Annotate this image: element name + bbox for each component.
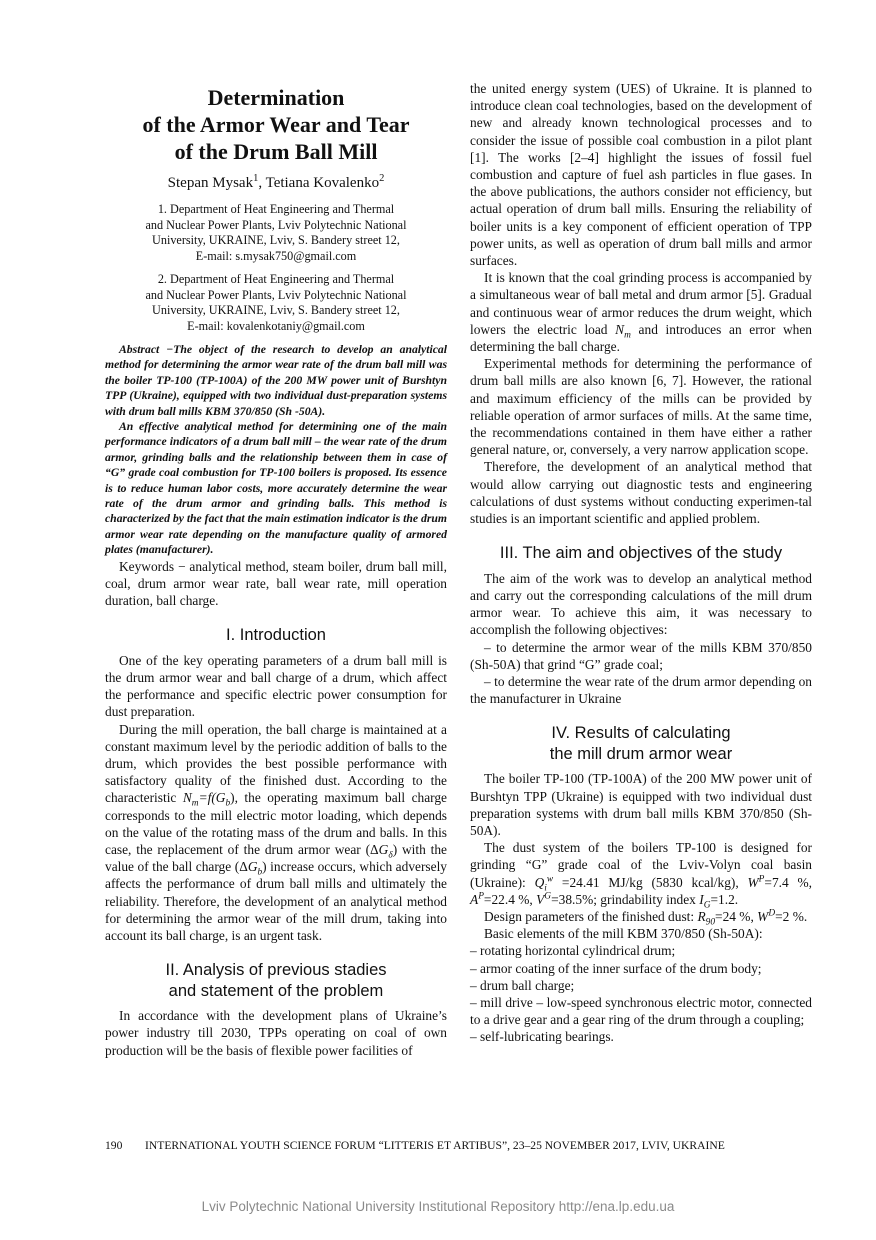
- body-paragraph: Basic elements of the mill KBM 370/850 (Sh-50A):: [484, 926, 763, 942]
- body-paragraph: Experimental methods for determining the performance of drum ball mills are also known [6, 7]. However, the rational and maximum efficiency of the mills can be provided by reliable operation of armor surfaces of mills. At the same time, the recommendations contained in them have either a rather general nature, or, conversely, a very narrow application scope.: [470, 356, 812, 458]
- abstract-paragraph: An effective analytical method for determining one of the main performance indicators of a drum ball mill – the wear rate of the drum armor, grinding balls and the relationship between them in case of “G” grade coal combustion for TP-100 boilers is proposed. Its essence is to reduce human labor costs, more accurately determine the wear rate of the drum armor and grinding balls. This method is characterized by the fact that the main estimation indicator is the drum armor wear rate depending on the manufacture quality of armored plates (manufacturer).: [105, 420, 447, 557]
- page-footer: [105, 1139, 785, 1153]
- list-item: – rotating horizontal cylindrical drum;: [470, 943, 676, 959]
- list-item: – to determine the wear rate of the drum armor depending on the manufacturer in Ukraine: [470, 674, 812, 707]
- body-paragraph: the united energy system (UES) of Ukraine. It is planned to introduce clean coal technologies, based on the development of new and already known technological processes and to consider the issue of possible coal combustion in a pilot plant [1]. The works [2–4] highlight the issues of fossil fuel combustion and capture of fuel ash particles in flue gases. In the above publications, the authors consider not efficiency, but actual operation of drum ball mills. Ensuring the reliability of boiler units is a key component of efficient operation of TPP power units, as well as operation of drum ball mills and armor surfaces.: [470, 81, 812, 269]
- affiliation-email[interactable]: E-mail: s.mysak750@gmail.com: [195, 248, 357, 263]
- affiliation-line: and Nuclear Power Plants, Lviv Polytechnic National: [145, 287, 407, 302]
- list-item: – self-lubricating bearings.: [470, 1029, 614, 1045]
- section-heading: I. Introduction: [226, 626, 326, 645]
- affiliation-line: University, UKRAINE, Lviv, S. Bandery street 12,: [152, 303, 400, 317]
- paper-title: [105, 84, 447, 165]
- list-item: – mill drive – low-speed synchronous electric motor, connected to a drive gear and a gear ring of the drum through a coupling;: [470, 995, 812, 1028]
- body-paragraph: During the mill operation, the ball charge is maintained at a constant maximum level by the periodic addition of balls to the drum, which provides the best possible performance with satisfactory quality of the finished dust. According to the characteristic $N_m=f(G_b)$, the operating maximum ball charge corresponds to the mill electric motor loading, which depends on the value of the rotating mass of the drum and balls. In this case, the replacement of the drum armor wear $(\Delta G_\delta)$ with the value of the ball charge $(\Delta G_b)$ increase occurs, which adversely affects the performance of drum ball mills and ultimately the reliability. Therefore, the development of an analytical method for determining the armor wear of the mill drum, taking into account its ball charge, is an urgent task.: [105, 721, 448, 944]
- list-item: – armor coating of the inner surface of the drum body;: [470, 960, 762, 976]
- author-separator: ,: [258, 175, 266, 191]
- affiliation-1: [105, 202, 447, 264]
- affiliation-email[interactable]: E-mail: kovalenkotaniy@gmail.com: [187, 318, 365, 333]
- left-column: [105, 84, 447, 1059]
- affiliation-line: 1. Department of Heat Engineering and Thermal: [157, 202, 395, 216]
- body-paragraph: Therefore, the development of an analytical method that would allow carrying out diagnostic tests and engineering calculations of dust systems without conducting experimen-tal studies is an important scientific and applied problem.: [470, 459, 812, 527]
- author-affiliation-mark: 2: [379, 173, 385, 184]
- affiliation-2: [105, 272, 447, 334]
- body-paragraph: The boiler TP-100 (TP-100A) of the 200 MW power unit of Burshtyn TPP (Ukraine) is equipped with two individual dust preparation systems with drum ball mills KBM 370/850 (Sh-50A).: [470, 771, 812, 839]
- title-line: of the Drum Ball Mill: [174, 139, 378, 164]
- abstract-paragraph: Abstract −The object of the research to develop an analytical method for determining the armor wear rate of the drum ball mill was the boiler TP-100 (TP-100A) of the 200 MW power unit of Burshtyn TPP (Ukraine), equipped with two individual dust-preparation systems with drum ball mills KBM 370/850 (Sh -50A).: [105, 343, 447, 418]
- body-paragraph: The dust system of the boilers TP-100 is designed for grinding “G” grade coal of the Lviv-Volyn coal basin (Ukraine): $Q_i^w =24.41$ MJ/kg (5830 kcal/kg), $W^P=7.4$ %, $A^P=22.4$ %, $V^G=38.5\%$; grindability index $I_G=1.2$.: [470, 840, 813, 911]
- author-name: Tetiana Kovalenko: [265, 175, 380, 191]
- repository-watermark[interactable]: Lviv Polytechnic National University Institutional Repository http://ena.lp.edu.ua: [201, 1199, 675, 1214]
- list-item: – to determine the armor wear of the mills KBM 370/850 (Sh-50A) that grind “G” grade coal;: [470, 639, 812, 672]
- body-paragraph: Design parameters of the finished dust: $R_{90}=24$ %, $W^D=2$ %.: [484, 908, 808, 928]
- keywords: Keywords − analytical method, steam boiler, drum ball mill, coal, drum armor wear rate, ball wear rate, mill operation duration, ball charge.: [105, 558, 447, 609]
- title-line: Determination: [207, 85, 345, 110]
- footer-conference-text: INTERNATIONAL YOUTH SCIENCE FORUM “LITTERIS ET ARTIBUS”, 23–25 NOVEMBER 2017, LVIV, UKRAINE: [145, 1139, 725, 1152]
- author-name: Stepan Mysak: [167, 175, 254, 191]
- affiliation-line: University, UKRAINE, Lviv, S. Bandery street 12,: [152, 233, 400, 247]
- page-number: 190: [105, 1139, 123, 1152]
- body-paragraph: The aim of the work was to develop an analytical method and carry out the corresponding calculations of the mill drum armor wear. To achieve this aim, it was necessary to accomplish the following objectives:: [470, 570, 812, 638]
- body-paragraph: In accordance with the development plans of Ukraine’s power industry till 2030, TPPs operating on coal of own production will be the basis of flexible power facilities of: [105, 1008, 447, 1058]
- section-heading: III. The aim and objectives of the study: [499, 544, 783, 563]
- section-heading: II. Analysis of previous stadies and statement of the problem: [165, 961, 387, 1000]
- author-affiliation-mark: 1: [253, 173, 259, 184]
- affiliation-line: 2. Department of Heat Engineering and Thermal: [157, 272, 395, 286]
- list-item: – drum ball charge;: [470, 977, 575, 993]
- body-paragraph: One of the key operating parameters of a drum ball mill is the drum armor wear and ball charge of a drum, which affect the performance and specific electric power consumption for dust preparation.: [105, 652, 447, 720]
- author-list: [105, 173, 447, 193]
- body-paragraph: It is known that the coal grinding process is accompanied by a simultaneous wear of ball metal and drum armor [5]. Gradual and continuous wear of armor reduces the drum weight, which lowers the electric load $N_m$ and introduces an error when determining the ball charge.: [470, 270, 812, 355]
- title-line: of the Armor Wear and Tear: [142, 112, 410, 137]
- affiliation-line: and Nuclear Power Plants, Lviv Polytechnic National: [145, 217, 407, 232]
- right-column: [470, 80, 812, 1046]
- section-heading: IV. Results of calculating the mill drum armor wear: [549, 724, 733, 763]
